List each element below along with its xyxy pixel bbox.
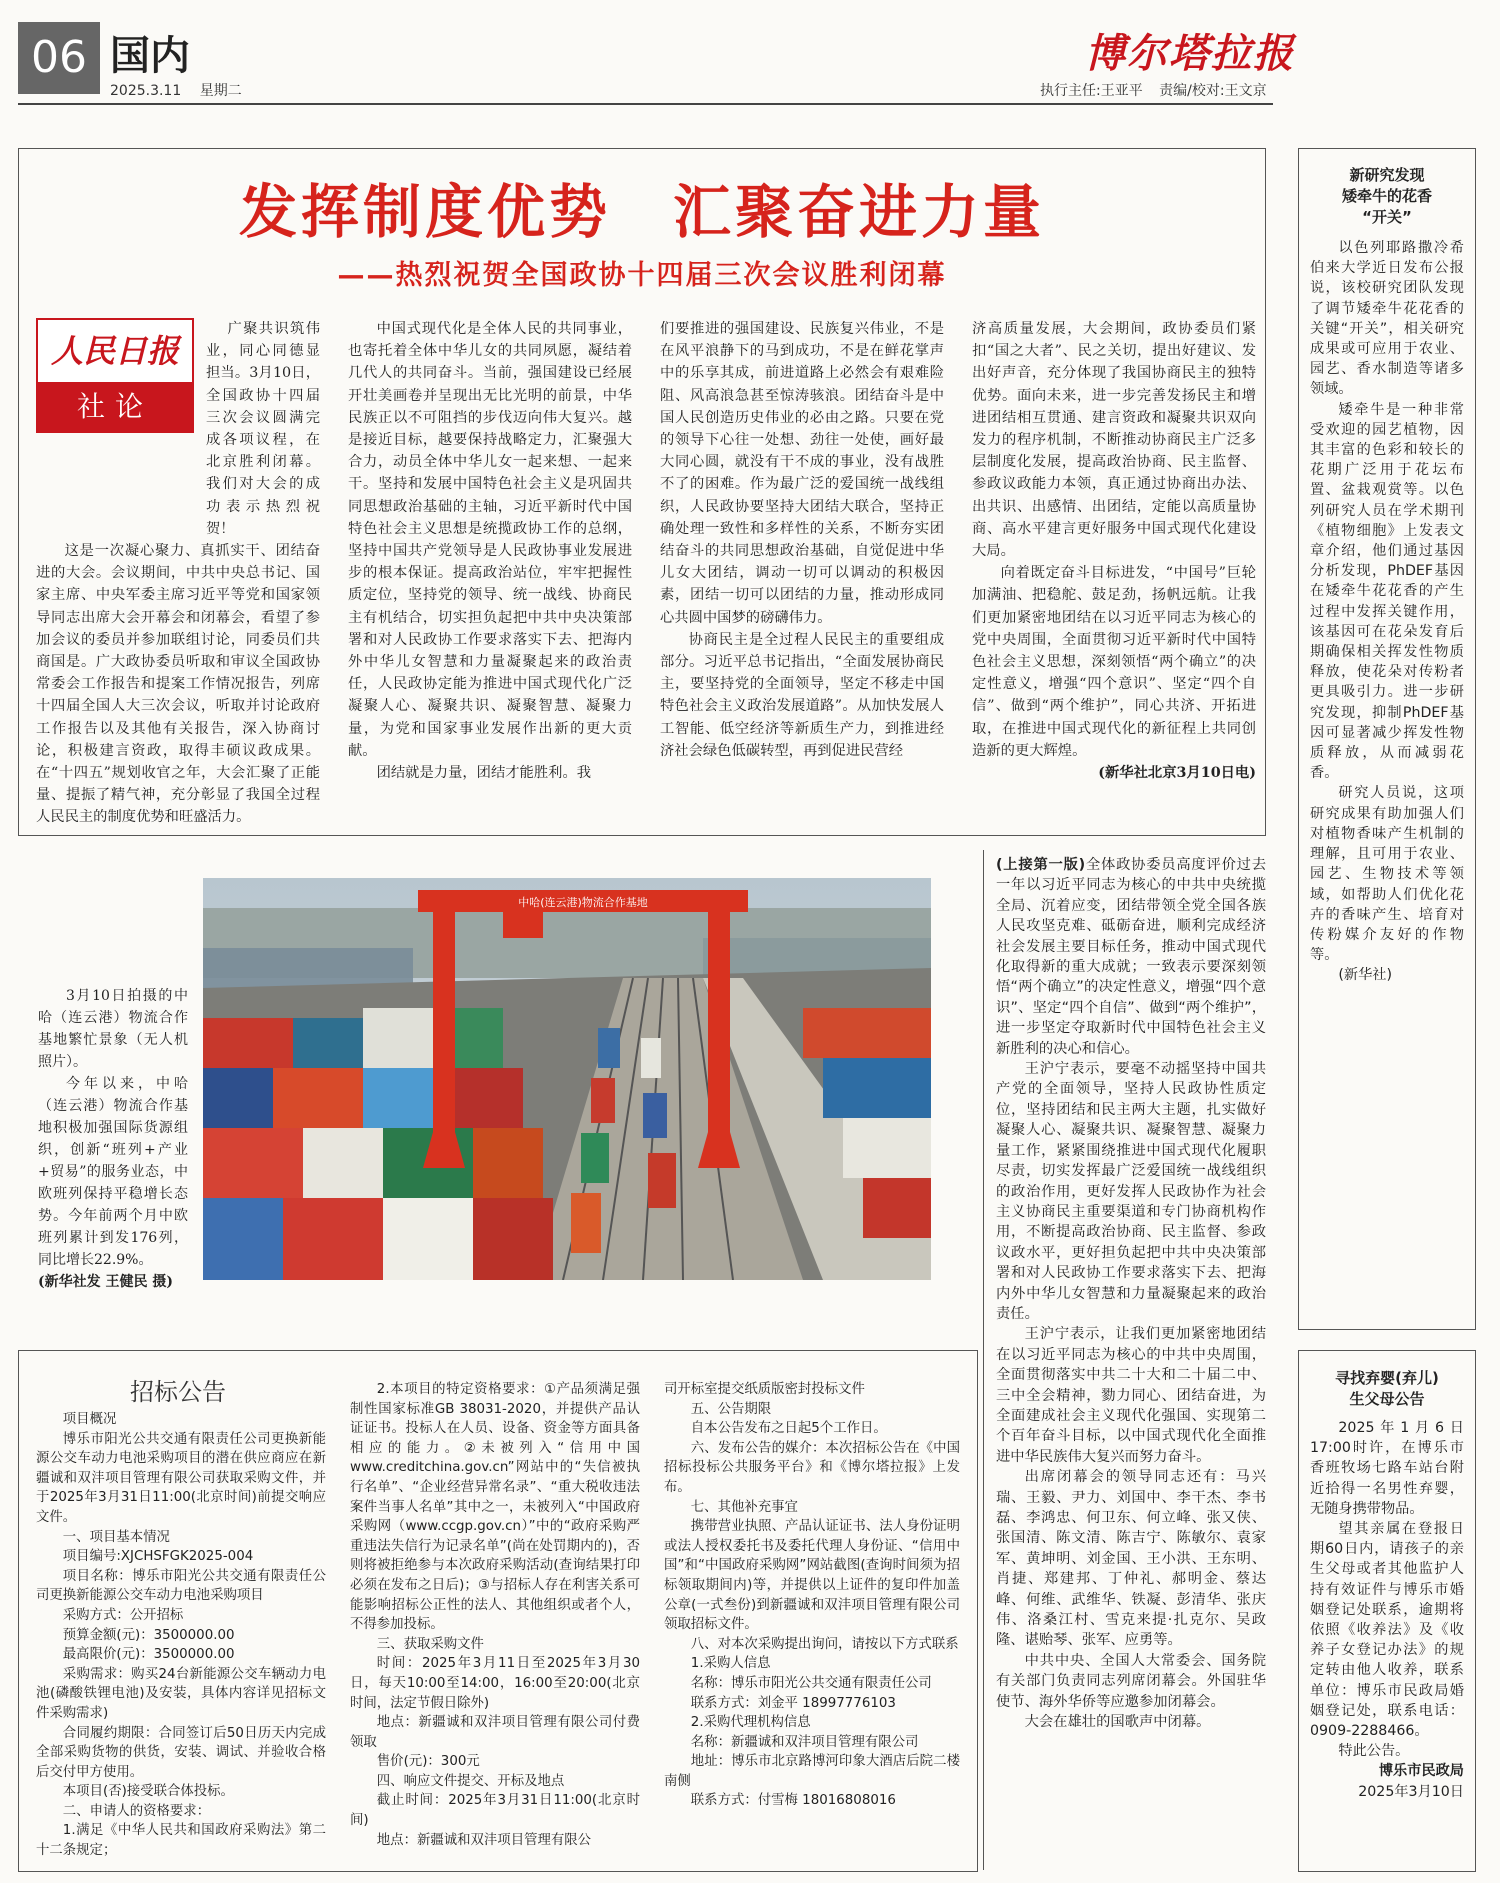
news-para: 研究人员说，这项研究成果有助加强人们对植物香味产生机制的理解，且可用于农业、园艺、生物技术等领域，如帮助人们优化花卉的香味产生、培育对传粉媒介友好的作物等。 (1310, 785, 1464, 964)
subheadline: ——热烈祝贺全国政协十四届三次会议胜利闭幕 (337, 260, 947, 291)
article-para: 大会在雄壮的国歌声中闭幕。 (1024, 1714, 1211, 1731)
tender-line: 联系方式：刘金平 18997776103 (690, 1695, 896, 1711)
title-line: “开关” (1362, 208, 1412, 226)
tender-line: 六、发布公告的媒介：本次招标公告在《中国招标投标公共服务平台》和《博尔塔拉报》上发布。 (664, 1440, 960, 1495)
tender-line: 携带营业执照、产品认证证书、法人身份证明或法人授权委托书及委托代理人身份证、“信用中国”和“中国政府采购网”网站截图(查询时间须为招标领取期间内)等，并提供以上证件的复印件加盖公章(一式叁份)到新疆诚和双沣项目管理有限公司领取招标文件。 (664, 1519, 960, 1633)
column-divider (983, 850, 984, 1870)
title-line: 新研究发现 (1349, 166, 1425, 184)
tender-line: 地址：博乐市北京路博河印象大酒店后院二楼南侧 (664, 1754, 960, 1789)
tender-line: 五、公告期限 (690, 1401, 772, 1417)
title-line: 寻找弃婴(弃儿) (1335, 1369, 1439, 1387)
editorial-para: 们要推进的强国建设、民族复兴伟业，不是在风平浪静下的马到成功，不是在鲜花掌声中的乐享其成，前进道路上必然会有艰难险阻、风高浪急甚至惊涛骇浪。团结奋斗是中国人民创造历史伟业的必由之路。只要在党的领导下心往一处想、劲往一处使，画好最大同心圆，就没有干不成的事业，没有战胜不了的困难。作为最广泛的爱国统一战线组织，人民政协要坚持大团结大联合，坚持正确处理一致性和多样性的关系，不断夯实团结奋斗的共同思想政治基础，自觉促进中华儿女大团结，调动一切可以调动的积极因素，团结一切可以团结的力量，推动形成同心共圆中国梦的磅礴伟力。 (660, 321, 944, 626)
tender-line: 名称：博乐市阳光公共交通有限责任公司 (690, 1675, 932, 1691)
notice-signer: 博乐市民政局 (1378, 1763, 1464, 1780)
news-para: 以色列耶路撒冷希伯来大学近日发布公报说，该校研究团队发现了调节矮牵牛花花香的关键“开关”，相关研究成果或可应用于农业、园艺、香水制造等诸多领域。 (1310, 240, 1464, 398)
news-para: 矮牵牛是一种非常受欢迎的园艺植物，因其丰富的色彩和较长的花期广泛用于花坛布置、盆栽观赏等。以色列研究人员在学术期刊《植物细胞》上发表文章介绍，他们通过基因分析发现，PhDEF基因在矮牵牛花花香的产生过程中发挥关键作用，该基因可在花朵发育后期确保相关挥发性物质释放，使花朵对传粉者更具吸引力。进一步研究发现，抑制PhDEF基因可显著减少挥发性物质释放，从而减弱花香。 (1310, 401, 1464, 782)
caption-para: 今年以来，中哈（连云港）物流合作基地积极加强国际货源组织，创新“班列+产业+贸易”的服务业态，中欧班列保持平稳增长态势。今年前两个月中欧班列累计到发176列，同比增长22.9%。 (38, 1076, 188, 1268)
tender-line: 地点：新疆诚和双沣项目管理有限公 (376, 1832, 592, 1848)
editorial-column-2 (348, 318, 632, 784)
tender-line: 2.本项目的特定资格要求：①产品须满足强制性国家标准GB 38031-2020，并提供产品认证证书。投标人在人员、设备、资金等方面具备相应的能力。②未被列入“信用中国 www.creditchina.gov.cn”网站中的“失信被执行名单”、“企业经营异常名录”、“重大税收违法案件当事人名单”其中之一，未被列入“中国政府采购网（www.ccgp.gov.cn）”中的“政府采购严重违法失信行为记录名单”(尚在处罚期内的)，否则将被拒绝参与本次政府采购活动(查询结果打印必须在发布之日后)；③与招标人存在利害关系可能影响招标公正性的法人、其他组织或者个人，不得参加投标。 (350, 1382, 640, 1633)
editorial-para: 协商民主是全过程人民民主的重要组成部分。习近平总书记指出，“全面发展协商民主，要坚持党的全面领导，坚定不移走中国特色社会主义政治发展道路”。从加快发展人工智能、低空经济等新质生产力，到推进经济社会绿色低碳转型，再到促进民营经 (660, 631, 944, 759)
tender-line: 博乐市阳光公共交通有限责任公司更换新能源公交车动力电池采购项目的潜在供应商应在新疆诚和双沣项目管理有限公司获取采购文件，并于2025年3月31日11:00(北京时间)前提交响应文件。 (36, 1431, 326, 1525)
editorial-column-3 (660, 318, 944, 762)
editorial-credit: (新华社北京3月10日电) (1098, 765, 1256, 782)
tender-line: 合同履约期限：合同签订后50日历天内完成全部采购货物的供货，安装、调试、并验收合格后交付甲方使用。 (36, 1725, 326, 1780)
tender-line: 1.采购人信息 (690, 1656, 771, 1672)
continued-article (996, 855, 1266, 1732)
article-para: 出席闭幕会的领导同志还有：马兴瑞、王毅、尹力、刘国中、李干杰、李书磊、李鸿忠、何卫东、何立峰、张又侠、张国清、陈文清、陈吉宁、陈敏尔、袁家军、黄坤明、刘金国、王小洪、王东明、肖捷、郑建邦、丁仲礼、郝明金、蔡达峰、何维、武维华、铁凝、彭清华、张庆伟、洛桑江村、雪克来提·扎克尔、吴政隆、谌贻琴、张军、应勇等。 (996, 1469, 1266, 1649)
notice-title (1310, 1368, 1464, 1410)
issue-weekday: 星期二 (199, 83, 242, 99)
notice-para: 2025年1月6日17:00时许，在博乐市香班牧场七路车站台附近拾得一名男性弃婴，无随身携带物品。 (1310, 1420, 1464, 1517)
masthead-logo: 博尔塔拉报 (1085, 30, 1295, 77)
tender-line: 三、获取采购文件 (376, 1636, 484, 1652)
editorial-para: 团结就是力量，团结才能胜利。我 (376, 765, 592, 782)
logo-label: 社论 (38, 382, 192, 431)
editorial-para: 向着既定奋斗目标进发，“中国号”巨轮加满油、把稳舵、鼓足劲，扬帆远航。让我们更加紧密地团结在以习近平同志为核心的党中央周围，全面贯彻习近平新时代中国特色社会主义思想，深刻领悟“两个确立”的决定性意义，增强“四个意识”、坚定“四个自信”、做到“两个维护”，同心共济、开拓进取，在推进中国式现代化的新征程上共同创造新的更大辉煌。 (972, 565, 1256, 759)
tender-line: 司开标室提交纸质版密封投标文件 (664, 1382, 865, 1397)
section-title: 国内 (110, 33, 190, 79)
title-line: 矮牵牛的花香 (1341, 187, 1432, 205)
tender-line: 预算金额(元)：3500000.00 (62, 1627, 235, 1643)
editorial-para: 中国式现代化是全体人民的共同事业，也寄托着全体中华儿女的共同夙愿，凝结着几代人的共同奋斗。当前，强国建设已经展开壮美画卷并呈现出无比光明的前景，中华民族正以不可阻挡的步伐迈向伟大复兴。越是接近目标，越要保持战略定力，汇聚强大合力，动员全体中华儿女一起来想、一起来干。坚持和发展中国特色社会主义是巩固共同思想政治基础的主轴，习近平新时代中国特色社会主义思想是统揽政协工作的总纲，坚持中国共产党领导是人民政协事业发展进步的根本保证。提高政治站位，牢牢把握性质定位，坚持党的领导、统一战线、协商民主有机结合，切实担负起把中共中央决策部署和对人民政协工作要求落实下去、把海内外中华儿女智慧和力量凝聚起来的政治责任，人民政协定能为推进中国式现代化广泛凝聚人心、凝聚共识、凝聚智慧、凝聚力量，为党和国家事业发展作出新的更大贡献。 (348, 321, 632, 759)
tender-line: 七、其他补充事宜 (690, 1499, 798, 1515)
tender-title: 招标公告 (130, 1378, 226, 1406)
caption-para: 3月10日拍摄的中哈（连云港）物流合作基地繁忙景象（无人机照片）。 (38, 988, 188, 1070)
port-photo (203, 878, 931, 1280)
tender-line: 售价(元)：300元 (376, 1754, 480, 1770)
header-rule (18, 103, 1273, 105)
tender-column-1 (36, 1410, 326, 1861)
tender-line: 项目编号:XJCHSFGK2025-004 (62, 1549, 254, 1565)
sidebar-news (1310, 165, 1464, 986)
proofreader: 责编/校对:王文京 (1159, 83, 1267, 99)
editorial-column-1 (36, 318, 320, 829)
editorial-column-4 (972, 318, 1256, 784)
notice-date: 2025年3月10日 (1358, 1783, 1464, 1800)
caption-credit: (新华社发 王健民 摄) (38, 1274, 173, 1290)
sidebar-news-body (1310, 238, 1464, 986)
executive-editor: 执行主任:王亚平 (1040, 83, 1143, 99)
article-para: 王沪宁表示，要毫不动摇坚持中国共产党的全面领导，坚持人民政协性质定位，坚持团结和民主两大主题，扎实做好凝聚人心、凝聚共识、凝聚智慧、凝聚力量工作，紧紧围绕推进中国式现代化履职尽责，切实发挥最广泛爱国统一战线组织的政治作用，更好发挥人民政协作为社会主义协商民主重要渠道和专门协商机构作用，不断提高政治协商、民主监督、参政议政水平，更好担负起把中共中央决策部署和对人民政协工作要求落实下去、把海内外中华儿女智慧和力量凝聚起来的政治责任。 (996, 1061, 1266, 1322)
crane-sign: 中哈(连云港)物流合作基地 (518, 896, 648, 909)
sidebar-notice (1310, 1368, 1464, 1802)
issue-date: 2025.3.11 (110, 83, 182, 99)
sidebar-news-title (1310, 165, 1464, 228)
tender-line: 项目概况 (62, 1412, 117, 1427)
tender-column-3 (664, 1380, 960, 1811)
tender-line: 时间：2025年3月11日至2025年3月30日，每天10:00至14:00，16:00至20:00(北京时间，法定节假日除外) (350, 1656, 640, 1711)
article-para: 王沪宁表示，让我们更加紧密地团结在以习近平同志为核心的中共中央周围，全面贯彻落实中共二十大和二十届二中、三中全会精神，勠力同心、团结奋进，为全面建成社会主义现代化强国、实现第二个百年奋斗目标，以中国式现代化全面推进中华民族伟大复兴而努力奋斗。 (996, 1326, 1266, 1465)
title-line: 生父母公告 (1349, 1390, 1425, 1408)
tender-line: 四、响应文件提交、开标及地点 (376, 1773, 565, 1789)
photo-caption (38, 985, 188, 1293)
tender-line: 自本公告发布之日起5个工作日。 (690, 1421, 887, 1437)
article-para (996, 855, 1266, 1059)
tender-line: 联系方式：付雪梅 18016808016 (690, 1793, 896, 1809)
tender-line: 本项目(否)接受联合体投标。 (62, 1784, 234, 1800)
notice-body (1310, 1418, 1464, 1802)
article-text: 全体政协委员高度评价过去一年以习近平同志为核心的中共中央统揽全局、沉着应变，团结带领全党全国各族人民攻坚克难、砥砺奋进，顺利完成经济社会发展主要目标任务，推动中国式现代化取得新的重大成就；一致表示要深刻领悟“两个确立”的决定性意义，增强“四个意识”、坚定“四个自信”、做到“两个维护”，进一步坚定夺取新时代中国特色社会主义新胜利的决心和信心。 (996, 857, 1266, 1057)
tender-line: 最高限价(元)：3500000.00 (62, 1647, 235, 1663)
editorial-para: 济高质量发展，大会期间，政协委员们紧扣“国之大者”、民之关切，提出好建议、发出好声音，充分体现了我国协商民主的独特优势。面向未来，进一步完善发扬民主和增进团结相互贯通、建言资政和凝聚共识双向发力的程序机制，不断推动协商民主广泛多层制度化发展，提高政治协商、民主监督、参政议政能力本领，真正通过协商出办法、出共识、出感情、出团结，定能以高质量协商、高水平建言更好服务中国式现代化建设大局。 (972, 321, 1256, 560)
tender-line: 八、对本次采购提出询问，请按以下方式联系 (690, 1636, 959, 1652)
tender-line: 二、申请人的资格要求： (62, 1803, 211, 1819)
tender-line: 地点：新疆诚和双沣项目管理有限公司付费领取 (350, 1715, 640, 1750)
tender-line: 名称：新疆诚和双沣项目管理有限公司 (690, 1734, 919, 1750)
article-para: 中共中央、全国人大常委会、国务院有关部门负责同志列席闭幕会。外国驻华使节、海外华侨等应邀参加闭幕会。 (996, 1652, 1266, 1710)
headline: 发挥制度优势 汇聚奋进力量 (238, 178, 1045, 246)
tender-line: 采购方式：公开招标 (62, 1607, 184, 1623)
tender-line: 采购需求：购买24台新能源公交车辆动力电池(磷酸铁锂电池)及安装，具体内容详见招标文件采购需求) (36, 1666, 326, 1721)
continued-from-label: (上接第一版) (996, 857, 1086, 873)
dateline (110, 80, 256, 100)
editor-credits (1028, 80, 1267, 100)
tender-line: 项目名称：博乐市阳光公共交通有限责任公司更换新能源公交车动力电池采购项目 (36, 1568, 326, 1604)
logo-text: 人民日报 (50, 332, 179, 370)
news-credit: (新华社) (1338, 967, 1393, 984)
notice-para: 望其亲属在登报日期60日内，请孩子的亲生父母或者其他监护人持有效证件与博乐市婚姻登记处联系，逾期将依照《收养法》及《收养子女登记办法》的规定转由他人收养，联系单位：博乐市民政局婚姻登记处，联系电话：0909-2288466。 (1310, 1521, 1464, 1740)
tender-line: 一、项目基本情况 (62, 1529, 170, 1545)
tender-line: 2.采购代理机构信息 (690, 1715, 811, 1731)
tender-line: 截止时间：2025年3月31日11:00(北京时间) (350, 1793, 640, 1829)
notice-para: 特此公告。 (1338, 1743, 1410, 1760)
editorial-para: 广聚共识筑伟业，同心同德显担当。3月10日，全国政协十四届三次会议圆满完成各项议程，在北京胜利闭幕。我们对大会的成功表示热烈祝贺！ (206, 321, 320, 537)
tender-column-2 (350, 1380, 640, 1850)
page-number: 06 (18, 22, 100, 94)
tender-line: 1.满足《中华人民共和国政府采购法》第二十二条规定； (36, 1823, 326, 1859)
editorial-para: 这是一次凝心聚力、真抓实干、团结奋进的大会。会议期间，中共中央总书记、国家主席、中央军委主席习近平等党和国家领导同志出席大会开幕会和闭幕会，看望了参加会议的委员并参加联组讨论，同委员们共商国是。广大政协委员听取和审议全国政协常委会工作报告和提案工作情况报告，列席十四届全国人大三次会议，听取并讨论政府工作报告以及其他有关报告，深入协商讨论，积极建言资政，取得丰硕议政成果。在“十四五”规划收官之年，大会汇聚了正能量、提振了精气神，充分彰显了我国全过程人民民主的制度优势和旺盛活力。 (36, 543, 320, 826)
